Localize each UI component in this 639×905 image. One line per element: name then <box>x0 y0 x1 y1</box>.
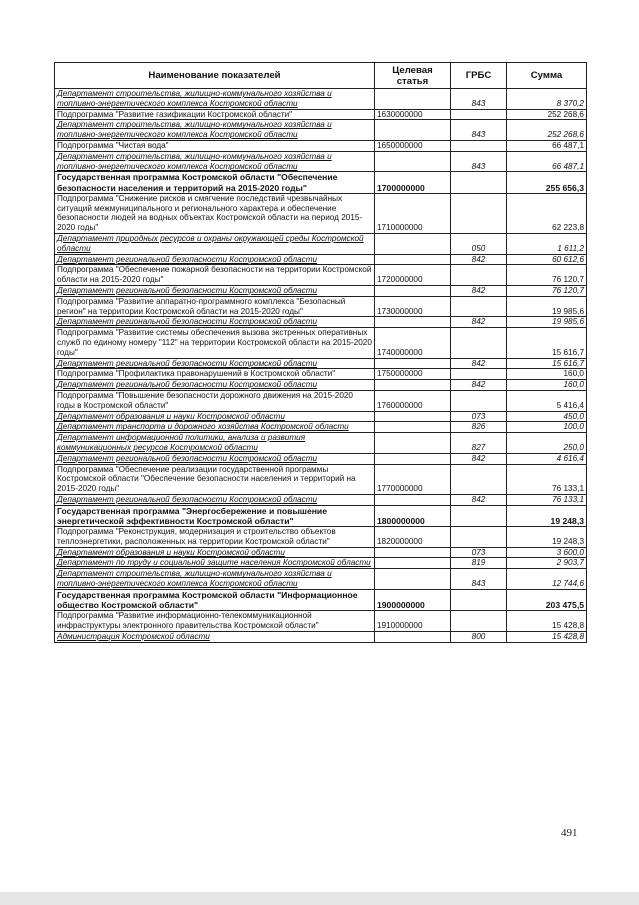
table-row <box>55 631 587 642</box>
table-row <box>55 433 587 454</box>
table-row <box>55 369 587 380</box>
cell-grbs <box>451 296 507 317</box>
cell-name: Департамент образования и науки Костромской области <box>55 547 375 558</box>
table-row <box>55 527 587 548</box>
cell-code <box>375 254 451 265</box>
cell-grbs: 826 <box>451 422 507 433</box>
cell-sum: 19 985,6 <box>507 317 587 328</box>
cell-code: 1720000000 <box>375 265 451 286</box>
cell-sum: 19 248,3 <box>507 527 587 548</box>
cell-name: Департамент региональной безопасности Костромской области <box>55 358 375 369</box>
cell-code <box>375 317 451 328</box>
cell-name: Государственная программа "Энергосбережение и повышение энергетической эффективности Костромской области" <box>55 505 375 526</box>
cell-code: 1730000000 <box>375 296 451 317</box>
cell-code <box>375 547 451 558</box>
cell-grbs <box>451 265 507 286</box>
cell-code: 1900000000 <box>375 589 451 610</box>
cell-sum: 252 268,6 <box>507 120 587 141</box>
cell-grbs <box>451 140 507 151</box>
table-row <box>55 109 587 120</box>
cell-code <box>375 453 451 464</box>
cell-code <box>375 631 451 642</box>
cell-name: Администрация Костромской области <box>55 631 375 642</box>
cell-name: Государственная программа Костромской области "Обеспечение безопасности населения и территорий на 2015-2020 годы" <box>55 172 375 193</box>
cell-sum: 76 120,7 <box>507 285 587 296</box>
cell-sum: 255 656,3 <box>507 172 587 193</box>
table-row <box>55 411 587 422</box>
cell-code: 1770000000 <box>375 464 451 494</box>
cell-code: 1820000000 <box>375 527 451 548</box>
cell-code <box>375 233 451 254</box>
table-row <box>55 151 587 172</box>
cell-sum: 100,0 <box>507 422 587 433</box>
cell-name: Департамент строительства, жилищно-коммунального хозяйства и топливно-энергетического комплекса Костромской области <box>55 569 375 590</box>
cell-sum: 450,0 <box>507 411 587 422</box>
table-row <box>55 380 587 391</box>
cell-sum: 5 416,4 <box>507 390 587 411</box>
cell-grbs: 842 <box>451 494 507 505</box>
cell-grbs <box>451 611 507 632</box>
table-row <box>55 89 587 110</box>
cell-grbs: 843 <box>451 120 507 141</box>
table-row <box>55 505 587 526</box>
cell-code <box>375 569 451 590</box>
cell-grbs: 842 <box>451 358 507 369</box>
cell-name: Департамент региональной безопасности Костромской области <box>55 494 375 505</box>
table-row <box>55 328 587 358</box>
cell-code: 1910000000 <box>375 611 451 632</box>
cell-name: Подпрограмма "Развитие системы обеспечения вызова экстренных оперативных служб по единому номеру "112" на территории Костромской области на 2015-2020 годы" <box>55 328 375 358</box>
cell-name: Подпрограмма "Развитие газификации Костромской области" <box>55 109 375 120</box>
header-sum: Сумма <box>507 63 587 89</box>
table-row <box>55 140 587 151</box>
bottom-strip <box>0 892 639 905</box>
cell-name: Департамент строительства, жилищно-коммунального хозяйства и топливно-энергетического комплекса Костромской области <box>55 120 375 141</box>
table-row <box>55 172 587 193</box>
cell-grbs <box>451 527 507 548</box>
cell-code <box>375 380 451 391</box>
cell-grbs: 843 <box>451 151 507 172</box>
cell-grbs: 842 <box>451 380 507 391</box>
cell-name: Департамент региональной безопасности Костромской области <box>55 453 375 464</box>
cell-grbs: 843 <box>451 89 507 110</box>
cell-grbs <box>451 589 507 610</box>
cell-name: Подпрограмма "Реконструкция, модернизация и строительство объектов теплоэнергетики, расположенных на территории Костромской области" <box>55 527 375 548</box>
cell-code: 1800000000 <box>375 505 451 526</box>
cell-sum: 62 223,8 <box>507 193 587 233</box>
cell-sum: 160,0 <box>507 380 587 391</box>
table-row <box>55 233 587 254</box>
cell-code <box>375 89 451 110</box>
cell-grbs <box>451 193 507 233</box>
cell-name: Департамент строительства, жилищно-коммунального хозяйства и топливно-энергетического комплекса Костромской области <box>55 151 375 172</box>
cell-name: Департамент региональной безопасности Костромской области <box>55 285 375 296</box>
cell-sum: 2 903,7 <box>507 558 587 569</box>
table-body <box>55 89 587 643</box>
cell-name: Департамент информационной политики, анализа и развития коммуникационных ресурсов Костромской области <box>55 433 375 454</box>
table-row <box>55 464 587 494</box>
cell-grbs: 842 <box>451 317 507 328</box>
cell-sum: 15 428,8 <box>507 631 587 642</box>
cell-sum: 252 268,6 <box>507 109 587 120</box>
cell-name: Департамент по труду и социальной защите населения Костромской области <box>55 558 375 569</box>
cell-code <box>375 358 451 369</box>
cell-code <box>375 285 451 296</box>
cell-sum: 203 475,5 <box>507 589 587 610</box>
cell-grbs: 842 <box>451 453 507 464</box>
cell-code: 1700000000 <box>375 172 451 193</box>
cell-code: 1630000000 <box>375 109 451 120</box>
cell-code <box>375 433 451 454</box>
table-row <box>55 265 587 286</box>
cell-grbs: 827 <box>451 433 507 454</box>
table-row <box>55 558 587 569</box>
cell-name: Подпрограмма "Развитие информационно-телекоммуникационной инфраструктуры электронного правительства Костромской области" <box>55 611 375 632</box>
cell-name: Департамент региональной безопасности Костромской области <box>55 317 375 328</box>
cell-grbs: 842 <box>451 254 507 265</box>
table-header-row <box>55 63 587 89</box>
cell-code <box>375 411 451 422</box>
cell-grbs <box>451 109 507 120</box>
cell-grbs <box>451 505 507 526</box>
table-row <box>55 296 587 317</box>
header-name: Наименование показателей <box>55 63 375 89</box>
cell-sum: 15 616,7 <box>507 328 587 358</box>
budget-table <box>54 62 587 643</box>
cell-grbs: 842 <box>451 285 507 296</box>
cell-sum: 19 985,6 <box>507 296 587 317</box>
cell-code <box>375 558 451 569</box>
table-row <box>55 547 587 558</box>
cell-grbs: 073 <box>451 547 507 558</box>
cell-sum: 160,0 <box>507 369 587 380</box>
cell-name: Подпрограмма "Обеспечение реализации государственной программы Костромской области "Обеспечение безопасности населения и территорий на 2015-2020 годы" <box>55 464 375 494</box>
cell-sum: 4 616,4 <box>507 453 587 464</box>
cell-sum: 66 487,1 <box>507 151 587 172</box>
cell-code: 1750000000 <box>375 369 451 380</box>
cell-name: Государственная программа Костромской области "Информационное общество Костромской области" <box>55 589 375 610</box>
cell-name: Департамент транспорта и дорожного хозяйства Костромской области <box>55 422 375 433</box>
cell-name: Подпрограмма "Чистая вода" <box>55 140 375 151</box>
cell-code <box>375 120 451 141</box>
page-number: 491 <box>561 827 578 839</box>
cell-sum: 76 133,1 <box>507 494 587 505</box>
cell-grbs <box>451 464 507 494</box>
cell-name: Департамент образования и науки Костромской области <box>55 411 375 422</box>
cell-code: 1740000000 <box>375 328 451 358</box>
cell-grbs: 050 <box>451 233 507 254</box>
table-row <box>55 193 587 233</box>
cell-sum: 76 133,1 <box>507 464 587 494</box>
cell-code <box>375 422 451 433</box>
cell-sum: 15 616,7 <box>507 358 587 369</box>
cell-name: Подпрограмма "Развитие аппаратно-программного комплекса "Безопасный регион" на территории Костромской области на 2015-2020 годы" <box>55 296 375 317</box>
cell-code <box>375 151 451 172</box>
cell-code: 1710000000 <box>375 193 451 233</box>
budget-table-sheet <box>54 62 586 643</box>
cell-grbs <box>451 328 507 358</box>
table-row <box>55 358 587 369</box>
cell-name: Департамент строительства, жилищно-коммунального хозяйства и топливно-энергетического комплекса Костромской области <box>55 89 375 110</box>
cell-sum: 3 600,0 <box>507 547 587 558</box>
table-row <box>55 285 587 296</box>
cell-grbs <box>451 369 507 380</box>
cell-grbs: 073 <box>451 411 507 422</box>
table-row <box>55 589 587 610</box>
cell-code: 1650000000 <box>375 140 451 151</box>
table-row <box>55 494 587 505</box>
cell-sum: 60 612,6 <box>507 254 587 265</box>
cell-name: Департамент природных ресурсов и охраны окружающей среды Костромской области <box>55 233 375 254</box>
cell-grbs: 843 <box>451 569 507 590</box>
cell-code: 1760000000 <box>375 390 451 411</box>
cell-sum: 12 744,6 <box>507 569 587 590</box>
cell-name: Департамент региональной безопасности Костромской области <box>55 254 375 265</box>
cell-sum: 66 487,1 <box>507 140 587 151</box>
table-row <box>55 254 587 265</box>
cell-sum: 250,0 <box>507 433 587 454</box>
table-row <box>55 453 587 464</box>
cell-sum: 1 611,2 <box>507 233 587 254</box>
cell-name: Подпрограмма "Снижение рисков и смягчение последствий чрезвычайных ситуаций межмуниципального и регионального характера и обеспечение безопасности людей на водных объектах Костромской области на период 2015-2020 годы" <box>55 193 375 233</box>
table-row <box>55 317 587 328</box>
cell-sum: 15 428,8 <box>507 611 587 632</box>
header-grbs: ГРБС <box>451 63 507 89</box>
table-row <box>55 611 587 632</box>
header-code: Целевая статья <box>375 63 451 89</box>
cell-grbs: 800 <box>451 631 507 642</box>
cell-name: Департамент региональной безопасности Костромской области <box>55 380 375 391</box>
cell-code <box>375 494 451 505</box>
cell-grbs <box>451 172 507 193</box>
table-row <box>55 120 587 141</box>
cell-sum: 76 120,7 <box>507 265 587 286</box>
cell-sum: 19 248,3 <box>507 505 587 526</box>
table-row <box>55 422 587 433</box>
cell-grbs <box>451 390 507 411</box>
cell-name: Подпрограмма "Профилактика правонарушений в Костромской области" <box>55 369 375 380</box>
cell-name: Подпрограмма "Повышение безопасности дорожного движения на 2015-2020 годы в Костромской области" <box>55 390 375 411</box>
table-row <box>55 390 587 411</box>
cell-grbs: 819 <box>451 558 507 569</box>
cell-sum: 8 370,2 <box>507 89 587 110</box>
table-row <box>55 569 587 590</box>
cell-name: Подпрограмма "Обеспечение пожарной безопасности на территории Костромской области на 2015-2020 годы" <box>55 265 375 286</box>
